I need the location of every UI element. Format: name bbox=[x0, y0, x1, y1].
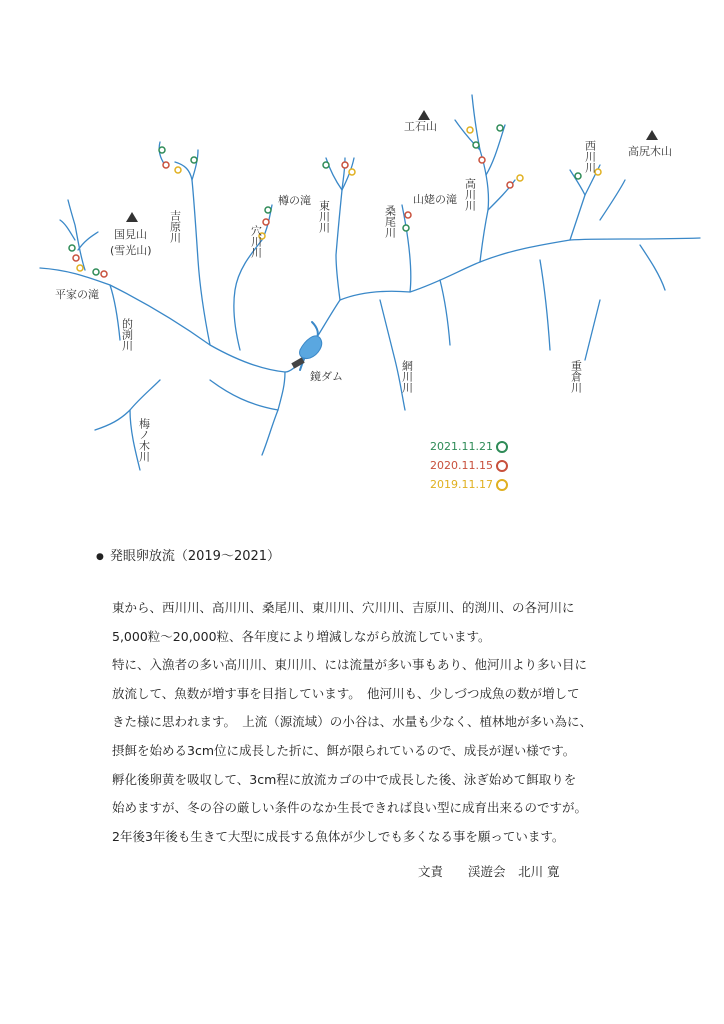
paragraph bbox=[96, 594, 656, 851]
waterfall-label: 樽の滝 bbox=[278, 194, 311, 207]
text-line: 孵化後卵黄を吸収して、3cm程に放流カゴの中で成長した後、泳ぎ始めて餌取りを bbox=[112, 771, 577, 787]
river-label: 高川川 bbox=[463, 178, 477, 211]
section-heading: ● 発眼卵放流（2019～2021） bbox=[96, 549, 281, 564]
legend-label: 2021.11.21 bbox=[430, 440, 493, 453]
mountain-label: 工石山 bbox=[404, 120, 437, 133]
text-line: 2年後3年後も生きて大型に成長する魚体が少しでも多くなる事を願っています。 bbox=[112, 828, 565, 844]
river-label: 吉原川 bbox=[168, 210, 182, 243]
river-label: 的渕川 bbox=[120, 318, 134, 351]
legend-label: 2019.11.17 bbox=[430, 478, 493, 491]
waterfall-label: 山姥の滝 bbox=[413, 193, 457, 206]
text-line: 東から、西川川、高川川、桑尾川、東川川、穴川川、吉原川、的渕川、の各河川に bbox=[112, 600, 575, 615]
credit-line bbox=[418, 862, 560, 880]
credit-prefix: 文責 bbox=[418, 864, 444, 879]
legend-row bbox=[430, 440, 508, 453]
text-line: 放流して、魚数が増す事を目指しています。 他河川も、少しづつ成魚の数が増して bbox=[112, 685, 580, 701]
text-line: きた様に思われます。 上流（源流域）の小谷は、水量も少なく、植林地が多い為に、 bbox=[112, 714, 593, 730]
dam-label: 鏡ダム bbox=[310, 370, 343, 383]
river-label: 桑尾川 bbox=[383, 205, 397, 238]
circle-icon bbox=[496, 479, 508, 491]
text-line: 5,000粒～20,000粒、各年度により増減しながら放流しています。 bbox=[112, 628, 491, 644]
bullet-icon: ● bbox=[96, 551, 104, 562]
credit-name: 北川 寛 bbox=[518, 864, 560, 879]
mountain-label: 国見山 bbox=[114, 228, 147, 241]
text-line: 特に、入漁者の多い高川川、東川川、には流量が多い事もあり、他河川より多い目に bbox=[112, 657, 588, 673]
waterfall-label: 平家の滝 bbox=[55, 288, 99, 301]
text-line: 摂餌を始める3cm位に成長した折に、餌が限られているので、成長が遅い様です。 bbox=[112, 742, 576, 758]
circle-icon bbox=[496, 460, 508, 472]
river-label: 穴川川 bbox=[249, 225, 263, 258]
legend-label: 2020.11.15 bbox=[430, 459, 493, 472]
circle-icon bbox=[496, 441, 508, 453]
mountain-label: 高尻木山 bbox=[628, 145, 672, 158]
river-label: 東川川 bbox=[317, 200, 331, 233]
credit-org: 渓遊会 bbox=[468, 864, 506, 879]
mountain-label: (雪光山) bbox=[110, 244, 152, 257]
document-body bbox=[96, 545, 656, 851]
river-label: 梅ノ木川 bbox=[137, 418, 151, 462]
river-label: 網川川 bbox=[400, 360, 414, 393]
legend-row bbox=[430, 459, 508, 472]
river-label: 重倉川 bbox=[569, 360, 583, 393]
legend-row bbox=[430, 478, 508, 491]
text-line: 始めますが、冬の谷の厳しい条件のなか生長できれば良い型に成育出来るのですが。 bbox=[112, 800, 588, 816]
river-label: 西川川 bbox=[583, 140, 597, 173]
